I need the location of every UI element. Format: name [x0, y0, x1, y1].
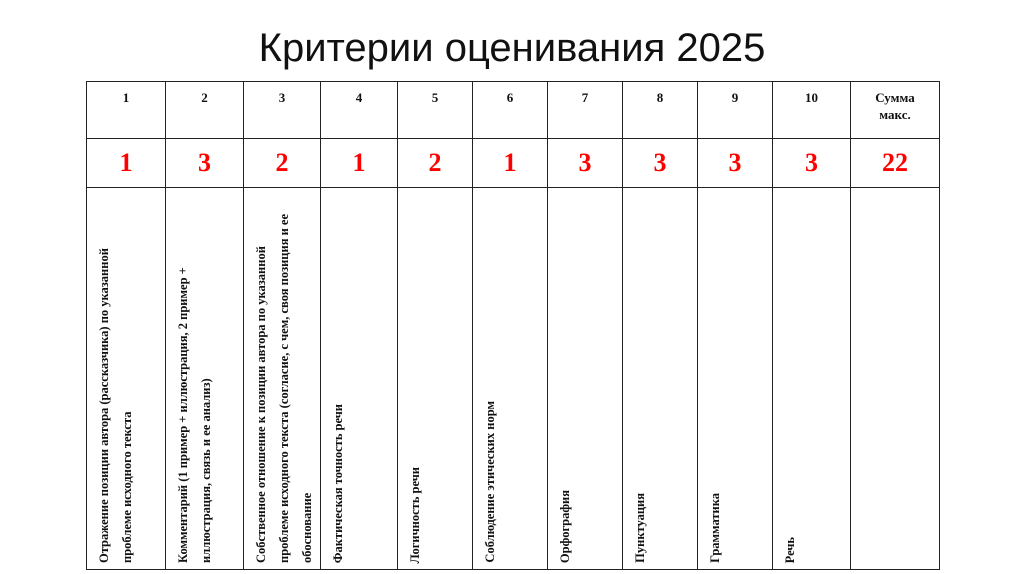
criterion-number: 2: [201, 90, 208, 105]
max-score-cell: 3: [166, 139, 244, 188]
max-score-cell: 1: [321, 139, 398, 188]
criterion-description: Орфография: [558, 489, 572, 563]
criterion-number: 9: [731, 90, 739, 105]
description-cell-empty: [851, 188, 940, 570]
criterion-number: 4: [355, 90, 363, 105]
header-cell: [398, 82, 473, 139]
description-cell: [473, 188, 548, 570]
header-cell: [321, 82, 398, 139]
criterion-number: 10: [805, 90, 818, 105]
header-cell: [473, 82, 548, 139]
description-cell: [244, 188, 321, 570]
criterion-number: 6: [506, 90, 514, 105]
criterion-number: 3: [278, 90, 286, 105]
criteria-table: [86, 81, 940, 570]
header-cell: [623, 82, 698, 139]
sum-header-label: Сумма макс.: [875, 90, 915, 122]
criterion-description: Речь: [783, 536, 797, 563]
description-row: [87, 188, 940, 570]
criterion-description: Логичность речи: [408, 466, 422, 563]
description-cell: [166, 188, 244, 570]
header-cell: [166, 82, 244, 139]
header-cell: [87, 82, 166, 139]
description-cell: [321, 188, 398, 570]
criterion-number: 8: [656, 90, 664, 105]
description-cell: [548, 188, 623, 570]
header-cell: [548, 82, 623, 139]
max-score-cell: 3: [773, 139, 851, 188]
description-cell: [398, 188, 473, 570]
header-cell-sum: [851, 82, 940, 139]
criterion-number: 5: [431, 90, 439, 105]
description-cell: [87, 188, 166, 570]
max-score-cell: 2: [398, 139, 473, 188]
criterion-number: 7: [581, 90, 589, 105]
criterion-number: 1: [122, 90, 130, 105]
criterion-description: Отражение позиции автора (рассказчика) по указанной проблеме исходного текста: [97, 248, 134, 563]
header-cell: [698, 82, 773, 139]
description-cell: [698, 188, 773, 570]
criterion-description: Пунктуация: [633, 493, 647, 563]
page-title: Критерии оценивания 2025: [258, 26, 766, 70]
description-cell: [773, 188, 851, 570]
criterion-description: Собственное отношение к позиции автора по указанной проблеме исходного текста (согласие, с чем, своя позиция и ее обоснование: [254, 213, 314, 563]
max-score-total: 22: [851, 139, 940, 188]
criterion-description: Грамматика: [708, 493, 722, 563]
max-score-cell: 2: [244, 139, 321, 188]
max-score-row: [87, 139, 940, 188]
max-score-cell: 3: [698, 139, 773, 188]
description-cell: [623, 188, 698, 570]
max-score-cell: 3: [623, 139, 698, 188]
header-cell: [773, 82, 851, 139]
criterion-description: Фактическая точность речи: [331, 403, 345, 563]
max-score-cell: 3: [548, 139, 623, 188]
criterion-description: Соблюдение этических норм: [483, 401, 497, 563]
max-score-cell: 1: [87, 139, 166, 188]
max-score-cell: 1: [473, 139, 548, 188]
criteria-number-row: [87, 82, 940, 139]
header-cell: [244, 82, 321, 139]
criterion-description: Комментарий (1 пример + иллюстрация, 2 пример + иллюстрация, связь и ее анализ): [176, 267, 213, 563]
